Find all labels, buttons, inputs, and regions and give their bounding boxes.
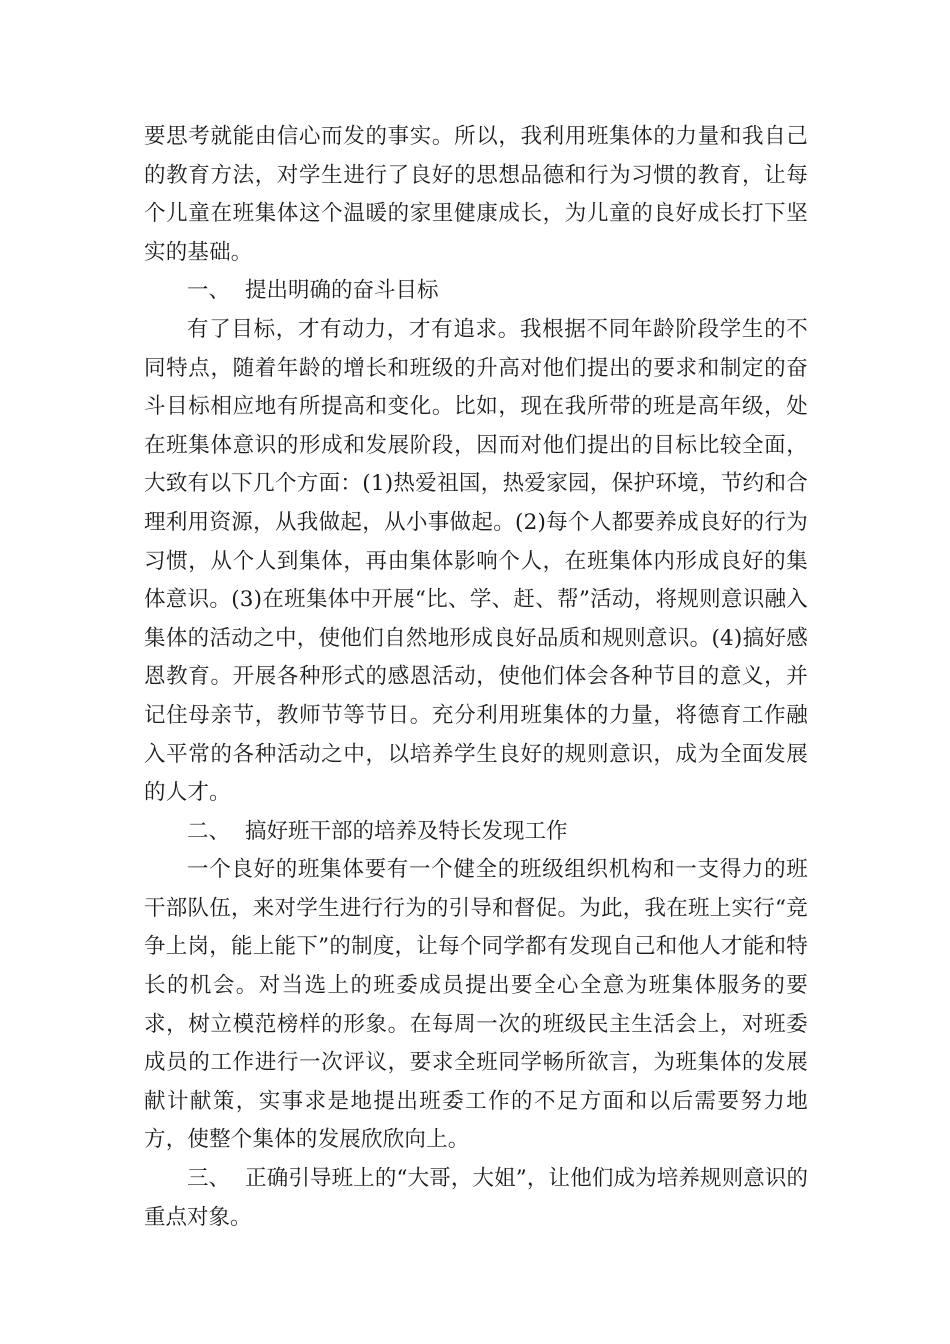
paragraph-goals: 有了目标，才有动力，才有追求。我根据不同年龄阶段学生的不同特点，随着年龄的增长和班级的升高对他们提出的要求和制定的奋斗目标相应地有所提高和变化。比如，现在我所带的班是高年级，处在班集体意识的形成和发展阶段，因而对他们提出的目标比较全面，大致有以下几个方面：(1)热爱祖国，热爱家园，保护环境，节约和合理利用资源，从我做起，从小事做起。(2)每个人都要养成良好的行为习惯，从个人到集体，再由集体影响个人，在班集体内形成良好的集体意识。(3)在班集体中开展“比、学、赶、帮”活动，将规则意识融入集体的活动之中，使他们自然地形成良好品质和规则意识。(4)搞好感恩教育。开展各种形式的感恩活动，使他们体会各种节目的意义，并记住母亲节，教师节等节日。充分利用班集体的力量，将德育工作融入平常的各种活动之中，以培养学生良好的规则意识，成为全面发展的人才。 bbox=[144, 316, 808, 806]
paragraph-intro: 要思考就能由信心而发的事实。所以，我利用班集体的力量和我自己的教育方法，对学生进行了良好的思想品德和行为习惯的教育，让每个儿童在班集体这个温暖的家里健康成长，为儿童的良好成长打下坚实的基础。 bbox=[144, 124, 808, 265]
section-title-1: 提出明确的奋斗目标 bbox=[245, 278, 439, 304]
section-heading-3 bbox=[144, 1160, 808, 1237]
section-heading-1 bbox=[144, 272, 808, 311]
section-title-3: 正确引导班上的“大哥，大姐”，让他们成为培养规则意识的重点对象。 bbox=[144, 1166, 808, 1230]
section-title-2: 搞好班干部的培养及特长发现工作 bbox=[245, 818, 568, 844]
section-number-1: 一、 bbox=[187, 278, 231, 304]
section-number-3: 三、 bbox=[187, 1166, 231, 1192]
paragraph-class-cadre: 一个良好的班集体要有一个健全的班级组织机构和一支得力的班干部队伍，来对学生进行行为的引导和督促。为此，我在班上实行“竞争上岗，能上能下”的制度，让每个同学都有发现自己和他人才能和特长的机会。对当选上的班委成员提出要全心全意为班集体服务的要求，树立模范榜样的形象。在每周一次的班级民主生活会上，对班委成员的工作进行一次评议，要求全班同学畅所欲言，为班集体的发展献计献策，实事求是地提出班委工作的不足方面和以后需要努力地方，使整个集体的发展欣欣向上。 bbox=[144, 857, 808, 1153]
document-page bbox=[144, 118, 808, 1237]
section-heading-2 bbox=[144, 813, 808, 852]
section-number-2: 二、 bbox=[187, 818, 231, 844]
